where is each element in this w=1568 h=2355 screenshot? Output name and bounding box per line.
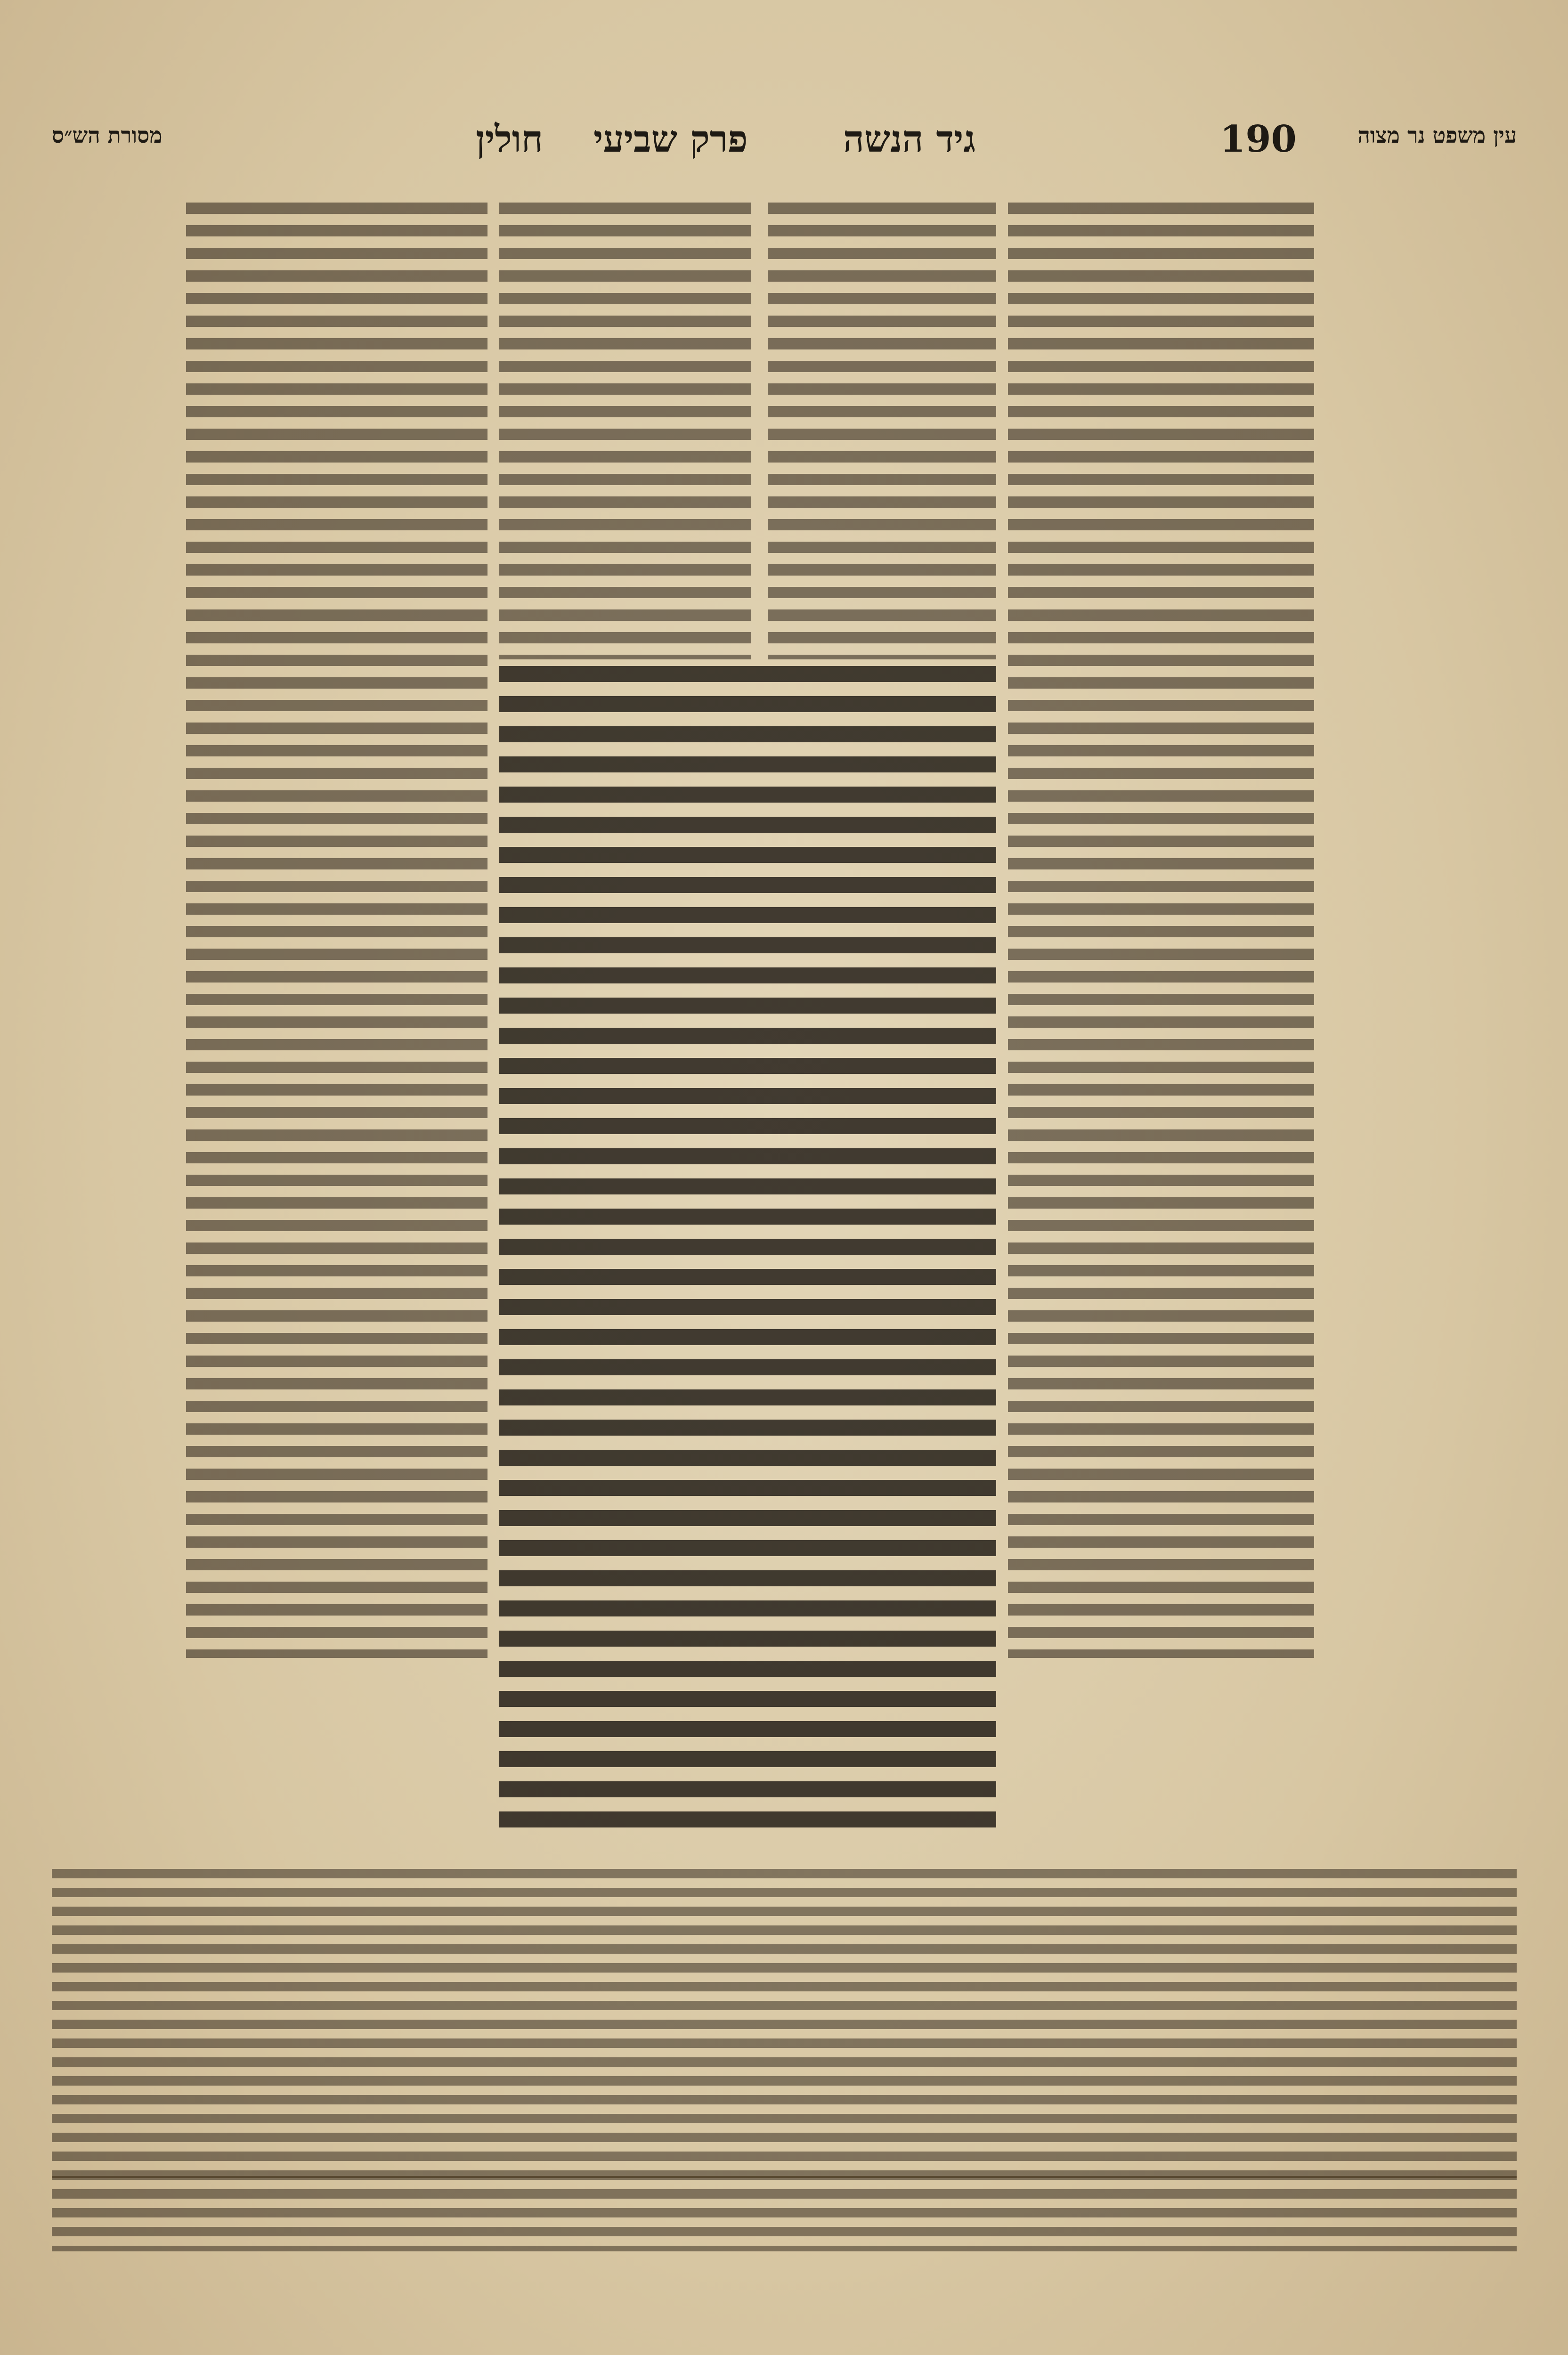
rashi-lines	[1008, 198, 1314, 1658]
tractate-name: חולין	[476, 118, 543, 161]
perek-label	[593, 118, 748, 161]
bottom-lines	[52, 1865, 1517, 2251]
main-top-left-lines	[499, 198, 751, 659]
main-top-right-block	[768, 198, 996, 659]
footnote-divider	[52, 2176, 1517, 2178]
perek-number: שביעי	[593, 118, 677, 161]
ein-mishpat-label: עין משפט נר מצוה	[1357, 122, 1517, 148]
gemara-lines	[499, 659, 996, 1837]
rashi-commentary	[1008, 198, 1314, 1658]
main-top-right-lines	[768, 198, 996, 659]
chapter-name: גיד הנשה	[843, 118, 976, 161]
ein-mishpat-column	[1328, 179, 1517, 1639]
masoret-hashas-column	[52, 179, 174, 1639]
tosafot-lines	[186, 198, 487, 1658]
tosafot-commentary	[186, 198, 487, 1658]
masoret-label: מסורת הש״ס	[52, 122, 162, 148]
gemara-main-text	[499, 659, 996, 1837]
main-top-left-block	[499, 198, 751, 659]
page-header	[52, 108, 1517, 179]
page-number: 190	[1220, 118, 1297, 161]
bottom-commentary	[52, 1865, 1517, 2251]
perek-word: פרק	[690, 118, 748, 161]
